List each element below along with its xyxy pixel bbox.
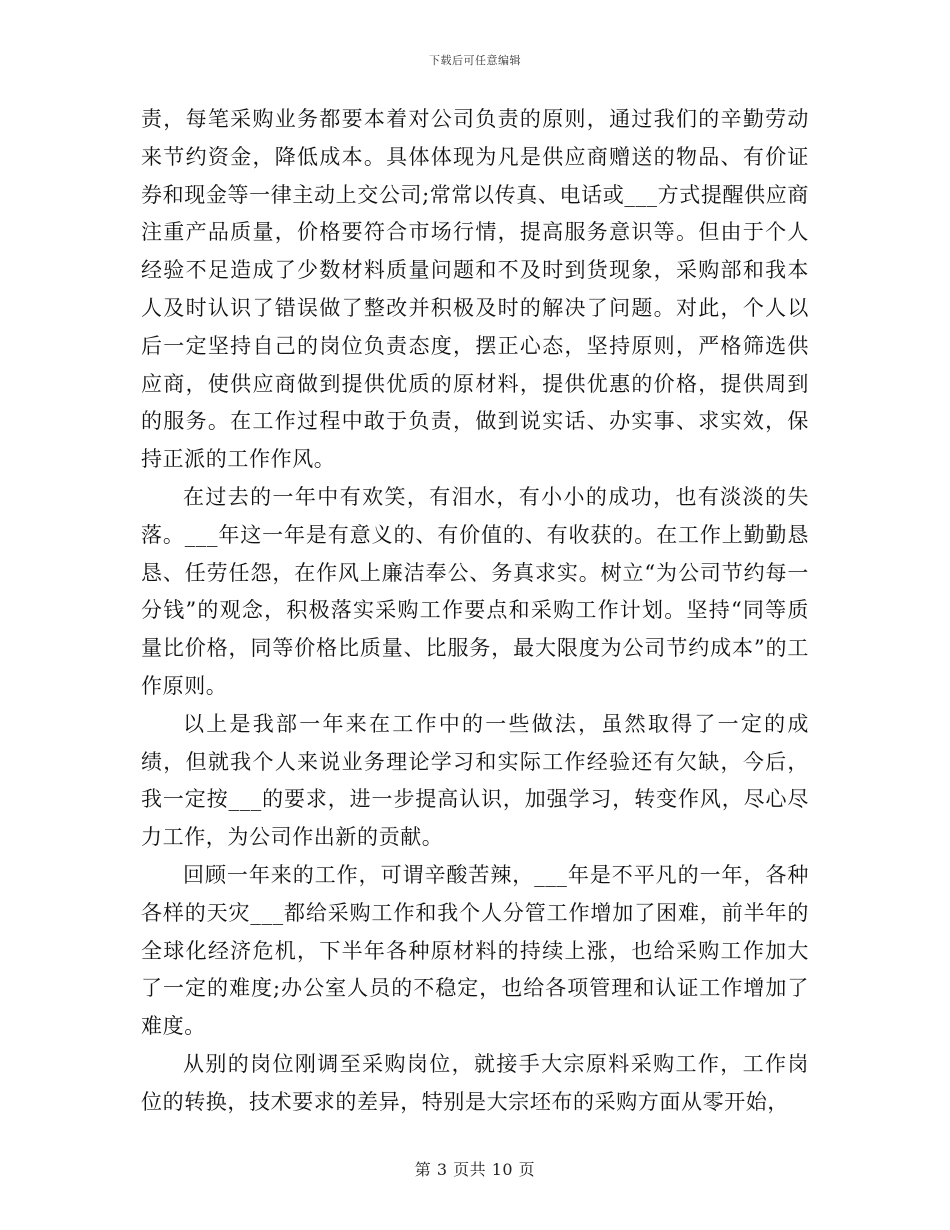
page-header: 下载后可任意编辑 (429, 54, 521, 67)
paragraph-2: 在过去的一年中有欢笑，有泪水，有小小的成功，也有淡淡的失落。___年这一年是有意义的、有价值的、有收获的。在工作上勤勤恳恳、任劳任怨，在作风上廉洁奉公、务真求实。树立“为公司节约每一分钱”的观念，积极落实采购工作要点和采购工作计划。坚持“同等质量比价格，同等价格比质量、比服务，最大限度为公司节约成本”的工作原则。 (141, 484, 809, 698)
paragraph-3: 以上是我部一年来在工作中的一些做法，虽然取得了一定的成绩，但就我个人来说业务理论学习和实际工作经验还有欠缺，今后，我一定按___的要求，进一步提高认识，加强学习，转变作风，尽心尽力工作，为公司作出新的贡献。 (141, 711, 809, 850)
page-footer: 第 3 页共 10 页 (414, 1160, 536, 1179)
document-body (141, 101, 809, 1122)
paragraph-5: 从别的岗位刚调至采购岗位，就接手大宗原料采购工作，工作岗位的转换，技术要求的差异，特别是大宗坯布的采购方面从零开始， (141, 1051, 809, 1114)
paragraph-4: 回顾一年来的工作，可谓辛酸苦辣，___年是不平凡的一年，各种各样的天灾___都给采购工作和我个人分管工作增加了困难，前半年的全球化经济危机，下半年各种原材料的持续上涨，也给采购工作加大了一定的难度;办公室人员的不稳定，也给各项管理和认证工作增加了难度。 (141, 862, 809, 1039)
paragraph-1: 责，每笔采购业务都要本着对公司负责的原则，通过我们的辛勤劳动来节约资金，降低成本。具体体现为凡是供应商赠送的物品、有价证券和现金等一律主动上交公司;常常以传真、电话或___方式提醒供应商注重产品质量，价格要符合市场行情，提高服务意识等。但由于个人经验不足造成了少数材料质量问题和不及时到货现象，采购部和我本人及时认识了错误做了整改并积极及时的解决了问题。对此，个人以后一定坚持自己的岗位负责态度，摆正心态，坚持原则，严格筛选供应商，使供应商做到提供优质的原材料，提供优惠的价格，提供周到的服务。在工作过程中敢于负责，做到说实话、办实事、求实效，保持正派的工作作风。 (141, 107, 809, 472)
